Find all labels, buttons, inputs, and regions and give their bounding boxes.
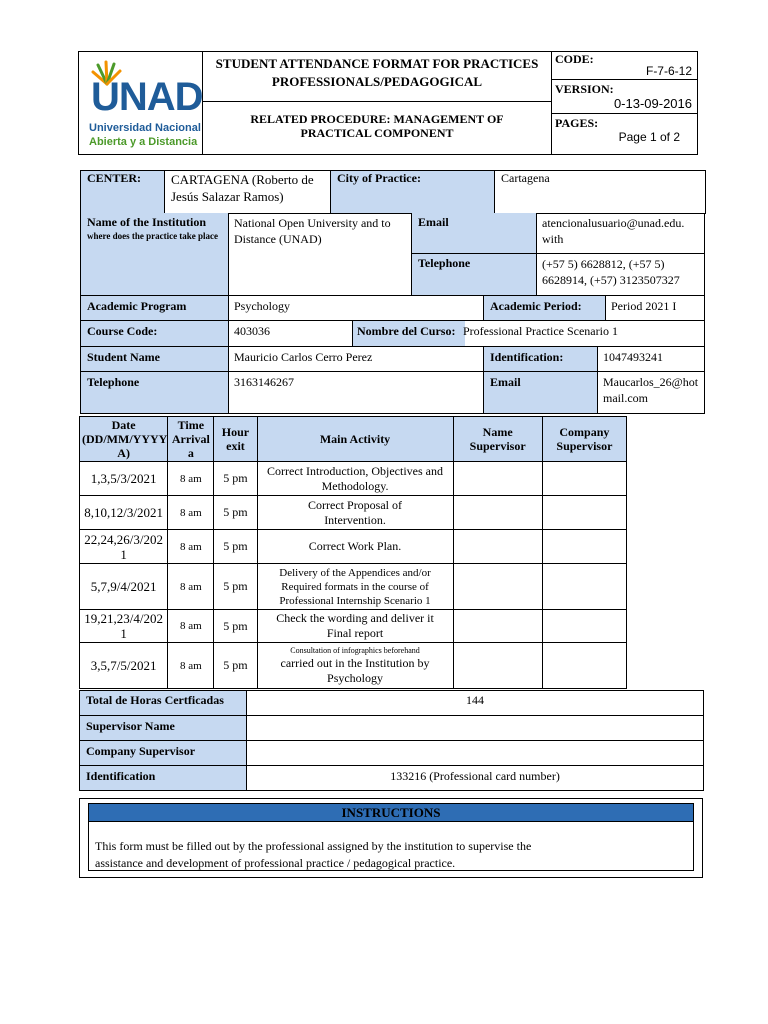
company-supervisor-value <box>247 741 704 766</box>
instructions-line2: assistance and development of professional practice / pedagogical practice. <box>95 856 456 870</box>
student-name-label: Student Name <box>81 347 229 371</box>
arrival-cell: 8 am <box>168 643 214 689</box>
instructions-title-bar <box>89 804 693 822</box>
student-telephone-value: 3163146267 <box>229 372 484 413</box>
version-cell <box>552 80 698 114</box>
logo-subtitle-2: Abierta y a Distancia <box>89 136 198 148</box>
email-label: Email <box>412 213 537 254</box>
center-label: CENTER: <box>81 171 165 214</box>
company-header: Company Supervisor <box>542 417 626 462</box>
attendance-table <box>79 416 627 689</box>
supervisor-identification-label: Identification <box>80 766 247 791</box>
arrival-header: Time Arrival a <box>168 417 214 462</box>
date-cell: 8,10,12/3/2021 <box>80 496 168 530</box>
instructions-line1: This form must be filled out by the professional assigned by the institution to supervise the <box>95 839 532 853</box>
supervisor-name-value <box>247 716 704 741</box>
document-header <box>78 51 698 155</box>
code-cell <box>552 52 698 80</box>
title-cell <box>203 52 551 102</box>
course-row <box>80 321 705 347</box>
procedure-line1: RELATED PROCEDURE: MANAGEMENT OF <box>250 112 504 126</box>
activity-small-note: Consultation of infographics beforehand <box>290 645 420 655</box>
company-supervisor-label: Company Supervisor <box>80 741 247 766</box>
company-cell <box>542 496 626 530</box>
exit-cell: 5 pm <box>214 530 257 564</box>
student-email-value: Maucarlos_26@hotmail.com <box>603 375 699 405</box>
form-title-line1: STUDENT ATTENDANCE FORMAT FOR PRACTICES <box>215 56 539 71</box>
instructions-box <box>79 798 703 878</box>
program-row <box>80 296 705 321</box>
pages-cell <box>552 114 698 154</box>
arrival-cell: 8 am <box>168 564 214 610</box>
table-row <box>80 564 627 610</box>
center-value: CARTAGENA (Roberto de Jesús Salazar Ramos) <box>165 171 331 214</box>
city-value: Cartagena <box>495 171 706 214</box>
meta-column <box>551 52 697 154</box>
program-label: Academic Program <box>81 296 229 320</box>
table-row <box>80 530 627 564</box>
code-value: F-7-6-12 <box>645 64 692 78</box>
date-cell: 5,7,9/4/2021 <box>80 564 168 610</box>
table-row <box>80 643 627 689</box>
instructions-inner <box>88 803 694 871</box>
student-email-label: Email <box>484 372 598 413</box>
student-telephone-label: Telephone <box>81 372 229 413</box>
telephone-label: Telephone <box>412 254 537 295</box>
student-contact-row <box>80 372 705 414</box>
identification-label: Identification: <box>484 347 598 371</box>
practice-info-table <box>80 170 706 214</box>
procedure-cell <box>203 102 551 154</box>
company-cell <box>542 462 626 496</box>
course-code-value: 403036 <box>229 321 353 346</box>
exit-cell: 5 pm <box>214 496 257 530</box>
period-label: Academic Period: <box>484 296 606 320</box>
activity-cell: Delivery of the Appendices and/or Required formats in the course of Professional Internship Scenario 1 <box>257 564 453 610</box>
logo-wordmark: UNAD <box>91 75 203 119</box>
exit-header: Hour exit <box>214 417 257 462</box>
supervisor-cell <box>453 643 542 689</box>
program-value: Psychology <box>229 296 484 320</box>
supervisor-name-label: Supervisor Name <box>80 716 247 741</box>
institution-label-cell <box>81 213 229 295</box>
totals-table <box>79 690 704 791</box>
institution-email-value: atencionalusuario@unad.edu. with <box>537 213 705 254</box>
logo-subtitle-1: Universidad Nacional <box>89 122 201 134</box>
institution-label: Name of the Institution <box>87 215 206 229</box>
activity-cell <box>257 643 453 689</box>
course-code-label: Course Code: <box>81 321 229 346</box>
total-hours-value: 144 <box>247 691 704 716</box>
supervisor-cell <box>453 496 542 530</box>
table-row <box>80 496 627 530</box>
date-cell: 3,5,7/5/2021 <box>80 643 168 689</box>
period-value: Period 2021 I <box>611 299 677 313</box>
procedure-line2: PRACTICAL COMPONENT <box>300 126 454 140</box>
activity-header: Main Activity <box>257 417 453 462</box>
form-title-line2: PROFESSIONALS/PEDAGOGICAL <box>271 74 483 89</box>
instructions-title: INSTRUCTIONS <box>341 805 441 820</box>
arrival-cell: 8 am <box>168 462 214 496</box>
company-cell <box>542 530 626 564</box>
company-cell <box>542 564 626 610</box>
supervisor-cell <box>453 610 542 643</box>
student-row <box>80 347 705 372</box>
institution-value: National Open University and to Distance (UNAD) <box>229 213 412 295</box>
activity-cell: Correct Proposal of Intervention. <box>257 496 453 530</box>
activity-text: carried out in the Institution by Psychology <box>280 655 430 685</box>
institution-sublabel: where does the practice take place <box>87 231 219 241</box>
pages-label: PAGES: <box>555 116 599 130</box>
table-row <box>80 610 627 643</box>
code-label: CODE: <box>555 52 594 66</box>
course-name-value: Professional Practice Scenario 1 <box>463 324 618 338</box>
activity-cell: Check the wording and deliver it Final report <box>257 610 453 643</box>
institution-block <box>80 213 705 296</box>
company-cell <box>542 610 626 643</box>
version-value: 0-13-09-2016 <box>613 96 692 111</box>
company-cell <box>542 643 626 689</box>
course-name-label: Nombre del Curso: <box>353 321 465 346</box>
unad-logo <box>79 52 203 154</box>
identification-value: 1047493241 <box>603 350 663 364</box>
exit-cell: 5 pm <box>214 462 257 496</box>
version-label: VERSION: <box>555 82 614 96</box>
activity-cell: Correct Work Plan. <box>257 530 453 564</box>
city-label: City of Practice: <box>331 171 495 214</box>
arrival-cell: 8 am <box>168 610 214 643</box>
supervisor-cell <box>453 530 542 564</box>
arrival-cell: 8 am <box>168 530 214 564</box>
supervisor-cell <box>453 462 542 496</box>
exit-cell: 5 pm <box>214 564 257 610</box>
supervisor-identification-value: 133216 (Professional card number) <box>247 766 704 791</box>
date-cell: 1,3,5/3/2021 <box>80 462 168 496</box>
instructions-text <box>95 838 691 872</box>
institution-telephone-value: (+57 5) 6628812, (+57 5) 6628914, (+57) 3123507327 <box>542 257 680 287</box>
activity-cell: Correct Introduction, Objectives and Methodology. <box>257 462 453 496</box>
exit-cell: 5 pm <box>214 610 257 643</box>
total-hours-label: Total de Horas Certficadas <box>80 691 247 716</box>
date-header: Date (DD/MM/YYYY A) <box>80 417 168 462</box>
table-row <box>80 462 627 496</box>
exit-cell: 5 pm <box>214 643 257 689</box>
student-name-value: Mauricio Carlos Cerro Perez <box>229 347 484 371</box>
arrival-cell: 8 am <box>168 496 214 530</box>
supervisor-cell <box>453 564 542 610</box>
date-cell: 22,24,26/3/2021 <box>80 530 168 564</box>
date-cell: 19,21,23/4/2021 <box>80 610 168 643</box>
pages-value: Page 1 of 2 <box>618 130 680 144</box>
supervisor-header: Name Supervisor <box>453 417 542 462</box>
